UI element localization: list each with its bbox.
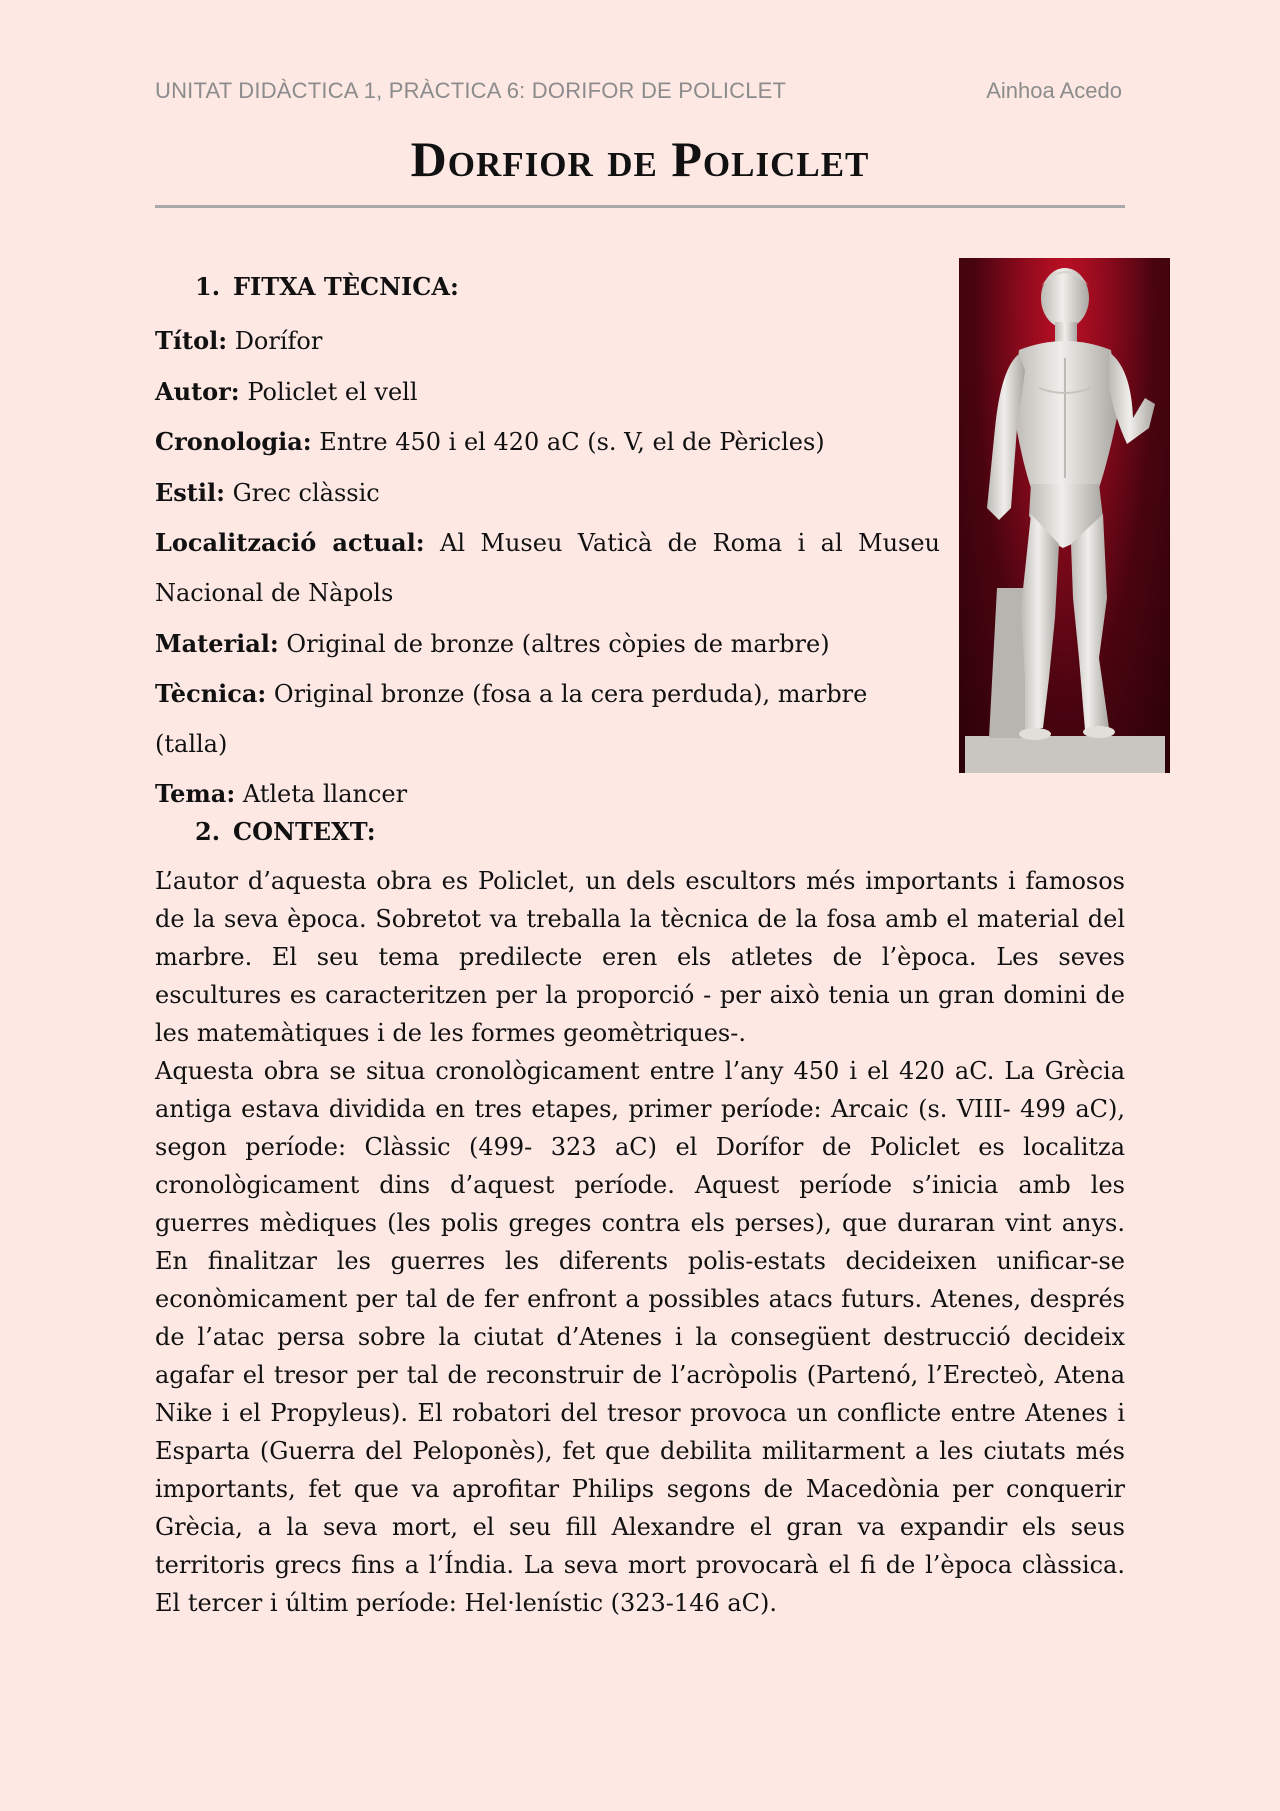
statue-base [965,736,1165,773]
technical-sheet [155,316,940,820]
fitxa-row-cronologia [155,417,940,468]
statue-head [1041,268,1089,328]
fitxa-row-autor [155,367,940,418]
statue-arm-right [1109,352,1155,444]
context-body [155,862,1125,1622]
fitxa-label: Autor: [155,376,240,406]
fitxa-value: Policlet el vell [247,377,418,406]
page-title: Dorfior de Policlet [410,131,870,187]
fitxa-label: Tema: [155,779,236,809]
context-paragraph: Aquesta obra se situa cronològicament entre l’any 450 i el 420 aC. La Grècia antiga estava dividida en tres etapes, primer període: Arcaic (s. VIII- 499 aC), segon període: Clàssic (499- 323 aC) el Dorífor de Policlet es localitza cronològicament dins d’aquest període. Aquest període s’inicia amb les guerres mèdiques (les polis greges contra els perses), que duraran vint anys. En finalitzar les guerres les diferents polis-estats decideixen unificar-se econòmicament per tal de fer enfront a possibles atacs futurs. Atenes, després de l’atac persa sobre la ciutat d’Atenes i la consegüent destrucció decideix agafar el tresor per tal de reconstruir de l’acròpolis (Partenó, l’Erecteò, Atena Nike i el Propyleus). El robatori del tresor provoca un conflicte entre Atenes i Esparta (Guerra del Peloponès), fet que debilita militarment a les ciutats més importants, fet que va aprofitar Philips segons de Macedònia per conquerir Grècia, a la seva mort, el seu fill Alexandre el gran va expandir els seus territoris grecs fins a l’Índia. La seva mort provocarà el fi de l’època clàssica. El tercer i últim període: Hel·lenístic (323-146 aC). [155,1057,1125,1617]
fitxa-row-tecnica [155,669,940,769]
fitxa-value: Atleta llancer [242,780,408,809]
section-heading-context [195,817,376,846]
section-number: 2. [195,817,221,846]
section-title: CONTEXT: [233,817,376,846]
fitxa-value: Grec clàssic [232,478,380,507]
fitxa-value: Al Museu Vaticà de Roma i al Museu Nacional de Nàpols [155,529,940,607]
fitxa-row-localitzacio [155,518,940,618]
section-heading-fitxa [195,272,459,301]
running-header-author: Ainhoa Acedo [986,78,1122,103]
running-header-title: UNITAT DIDÀCTICA 1, PRÀCTICA 6: DORIFOR DE POLICLET [155,78,787,103]
fitxa-row-tema [155,769,940,820]
context-paragraph: L’autor d’aquesta obra es Policlet, un dels escultors més importants i famosos de la seva època. Sobretot va treballa la tècnica de la fosa amb el material del marbre. El seu tema predilecte eren els atletes de l’època. Les seves escultures es caracteritzen per la proporció - per això tenia un gran domini de les matemàtiques i de les formes geomètriques-. [155,867,1125,1047]
statue-illustration [959,258,1170,773]
fitxa-row-estil [155,468,940,519]
fitxa-value: Original bronze (fosa a la cera perduda), marbre (talla) [155,680,868,758]
fitxa-label: Estil: [155,477,225,507]
fitxa-label: Material: [155,628,279,658]
fitxa-value: Dorífor [234,327,323,355]
fitxa-label: Tècnica: [155,679,267,709]
statue-leg-right [1071,514,1109,730]
title-divider [155,205,1125,208]
statue-photo [959,258,1170,773]
statue-leg-left [1021,514,1059,730]
fitxa-label: Cronologia: [155,427,312,457]
fitxa-row-titol [155,316,940,367]
fitxa-row-material [155,619,940,670]
fitxa-label: Localització actual: [155,528,425,558]
fitxa-label: Títol: [155,326,228,355]
fitxa-value: Entre 450 i el 420 aC (s. V, el de Pèricles) [319,428,825,457]
fitxa-value: Original de bronze (altres còpies de marbre) [286,629,830,658]
section-title: FITXA TÈCNICA: [233,272,459,301]
section-number: 1. [195,272,221,301]
